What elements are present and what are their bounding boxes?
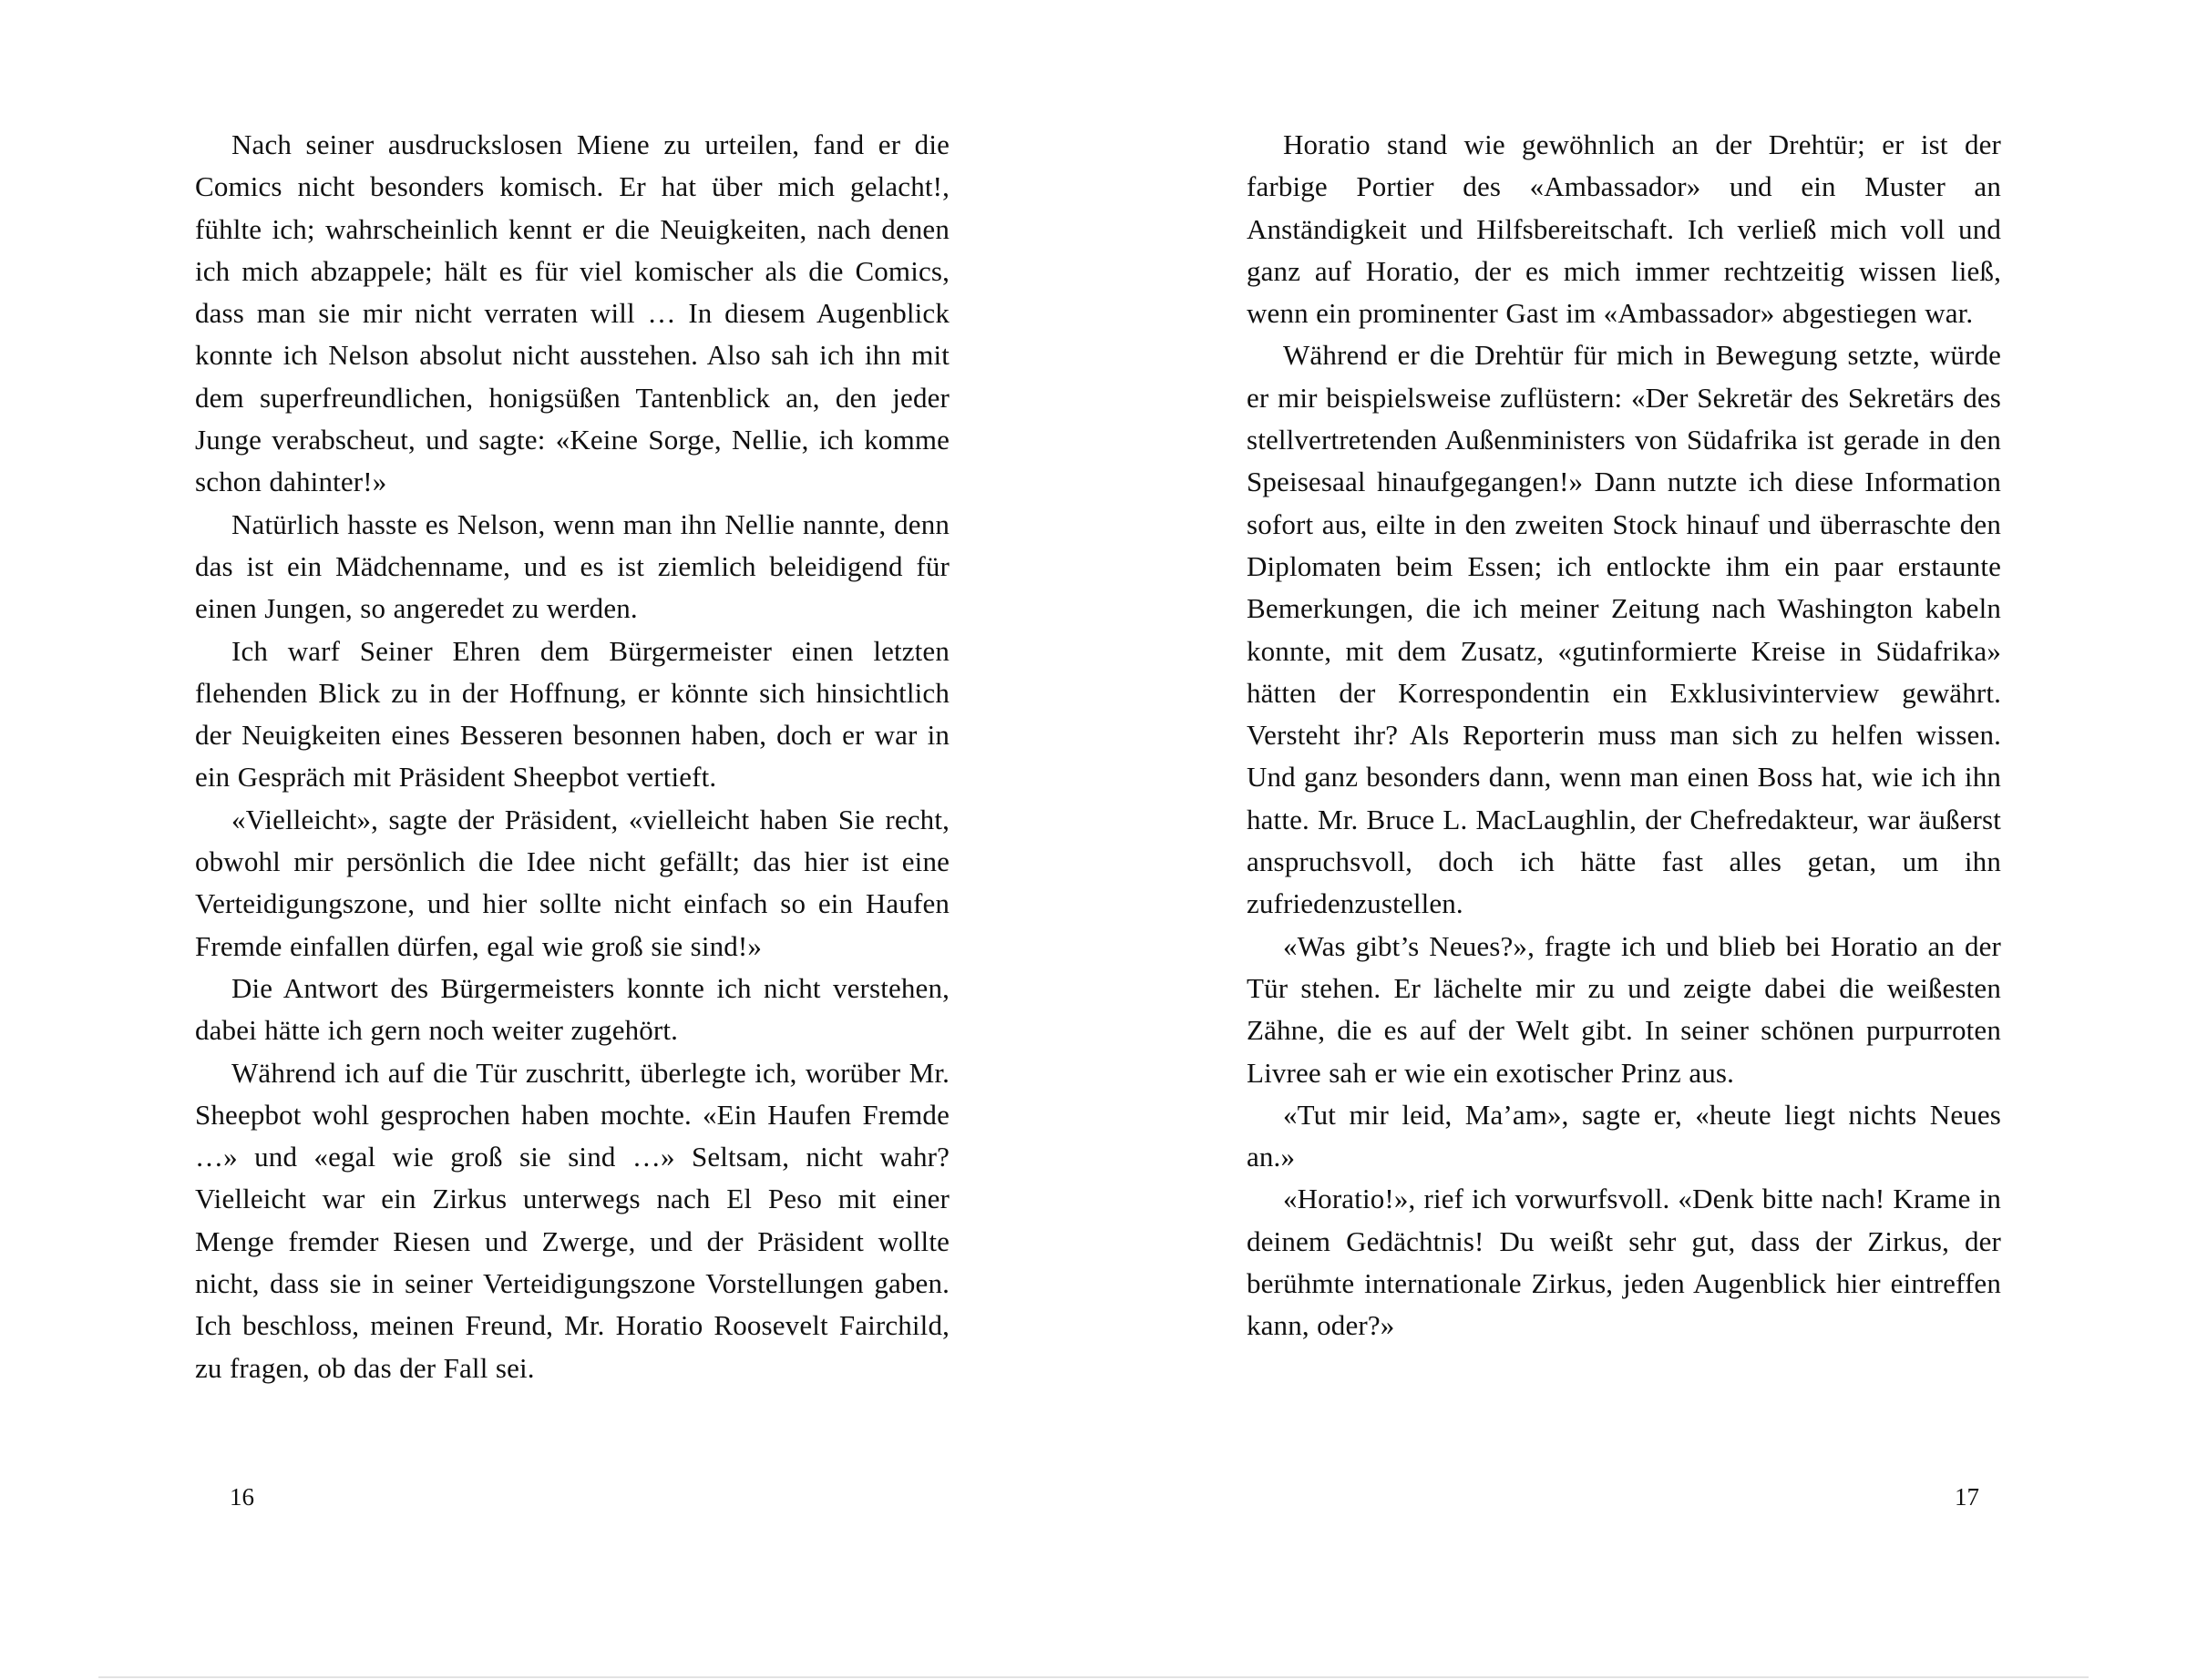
paragraph: Nach seiner ausdruckslosen Miene zu urteilen, fand er die Comics nicht besonders komisch. Er hat über mich gelacht!, fühlte ich; wahrscheinlich kennt er die Neuigkeiten, nach denen ich mich abzappele; hält es für viel komischer als die Comics, dass man sie mir nicht verraten will … In diesem Augenblick konnte ich Nelson absolut nicht ausstehen. Also sah ich ihn mit dem superfreundlichen, honigsüßen Tantenblick an, den jeder Junge verabscheut, und sagte: «Keine Sorge, Nellie, ich komme schon dahinter!» <box>195 128 950 498</box>
paragraph: «Horatio!», rief ich vorwurfsvoll. «Denk bitte nach! Krame in deinem Gedächtnis! Du weißt sehr gut, dass der Zirkus, der berühmte internationale Zirkus, jeden Augenblick hier eintreffen kann, oder?» <box>1247 1183 2001 1342</box>
paragraph: Natürlich hasste es Nelson, wenn man ihn Nellie nannte, denn das ist ein Mädchenname, und es ist ziemlich beleidigend für einen Jungen, so angeredet zu werden. <box>195 507 950 625</box>
paragraph: «Vielleicht», sagte der Präsident, «vielleicht haben Sie recht, obwohl mir persönlich die Idee nicht gefällt; das hier ist eine Verteidigungszone, und hier sollte nicht einfach so ein Haufen Fremde einfallen dürfen, egal wie groß sie sind!» <box>195 803 950 962</box>
page-number-left: 16 <box>230 1483 254 1511</box>
paragraph: Horatio stand wie gewöhnlich an der Drehtür; er ist der farbige Portier des «Ambassador» und ein Muster an Anständigkeit und Hilfsbereitschaft. Ich verließ mich voll und ganz auf Horatio, der es mich immer rechtzeitig wissen ließ, wenn ein prominenter Gast im «Ambassador» abgestiegen war. <box>1247 128 2001 330</box>
paragraph: Während ich auf die Tür zuschritt, überlegte ich, worüber Mr. Sheepbot wohl gesprochen haben mochte. «Ein Haufen Fremde …» und «egal wie groß sie sind …» Seltsam, nicht wahr? Vielleicht war ein Zirkus unterwegs nach El Peso mit einer Menge fremder Riesen und Zwerge, und der Präsident wollte nicht, dass sie in seiner Verteidigungszone Vorstellungen gaben. Ich beschloss, meinen Freund, Mr. Horatio Roosevelt Fairchild, zu fragen, ob das der Fall sei. <box>195 1056 950 1384</box>
paragraph: «Was gibt’s Neues?», fragte ich und blieb bei Horatio an der Tür stehen. Er lächelte mir zu und zeigte dabei die weißesten Zähne, die es auf der Welt gibt. In seiner schönen purpurroten Livree sah er wie ein exotischer Prinz aus. <box>1247 929 2001 1089</box>
page-bottom-edge <box>98 1676 2089 1678</box>
page-left <box>195 124 950 1389</box>
paragraph: Die Antwort des Bürgermeisters konnte ich nicht verstehen, dabei hätte ich gern noch weiter zugehört. <box>195 971 950 1047</box>
page-right <box>1247 124 2001 1347</box>
paragraph: Während er die Drehtür für mich in Bewegung setzte, würde er mir beispielsweise zuflüstern: «Der Sekretär des Sekretärs des stellvertretenden Außenministers von Südafrika ist gerade in den Speisesaal hinaufgegangen!» Dann nutzte ich diese Information sofort aus, eilte in den zweiten Stock hinauf und überraschte den Diplomaten beim Essen; ich entlockte ihm ein paar erstaunte Bemerkungen, die ich meiner Zeitung nach Washington kabeln konnte, mit dem Zusatz, «gutinformierte Kreise in Südafrika» hätten der Korrespondentin ein Exklusivinterview gewährt. Versteht ihr? Als Reporterin muss man sich zu helfen wissen. Und ganz besonders dann, wenn man einen Boss hat, wie ich ihn hatte. Mr. Bruce L. MacLaughlin, der Chefredakteur, war äußerst anspruchsvoll, doch ich hätte fast alles getan, um ihn zufriedenzustellen. <box>1247 339 2001 920</box>
page-number-right: 17 <box>1955 1483 1979 1511</box>
paragraph: Ich warf Seiner Ehren dem Bürgermeister einen letzten flehenden Blick zu in der Hoffnung, er könnte sich hinsichtlich der Neuigkeiten eines Besseren besonnen haben, doch er war in ein Gespräch mit Präsident Sheepbot vertieft. <box>195 634 950 794</box>
paragraph: «Tut mir leid, Ma’am», sagte er, «heute liegt nichts Neues an.» <box>1247 1098 2001 1173</box>
